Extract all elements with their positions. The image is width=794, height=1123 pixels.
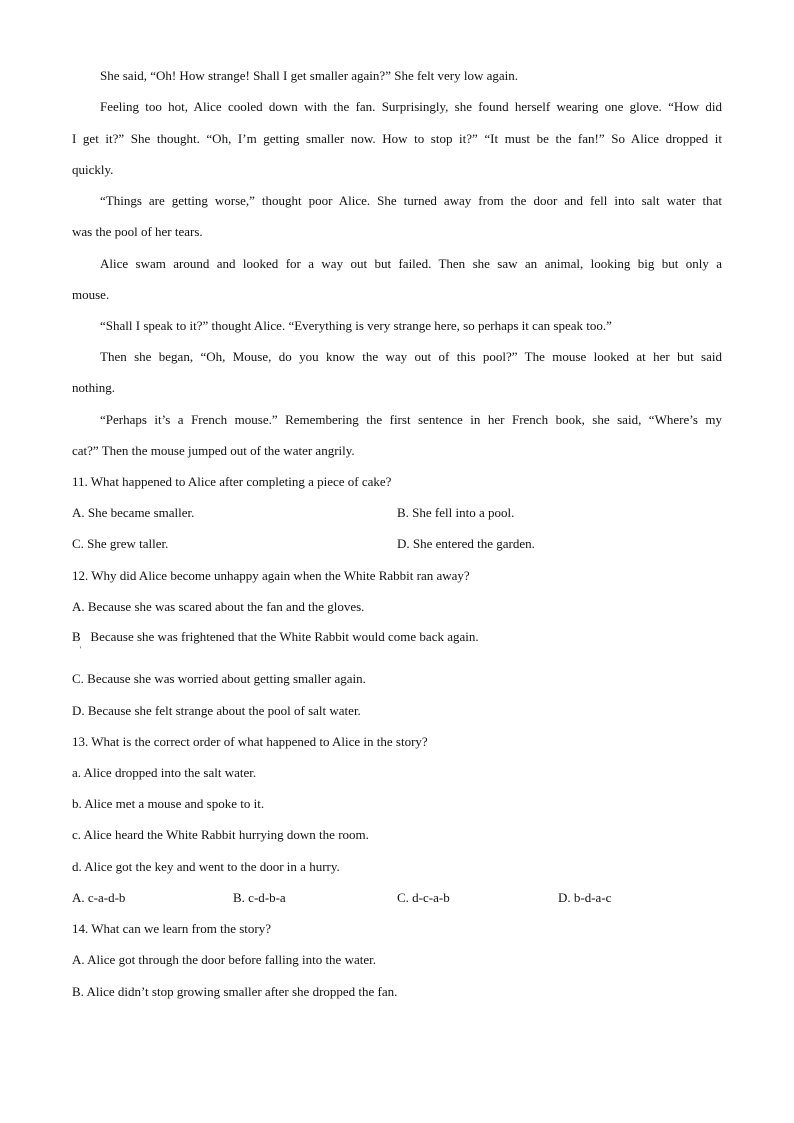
passage-paragraph-2-line-2: I get it?” She thought. “Oh, I’m getting smaller now. How to stop it?” “It must be the fan!” So Alice dropped it — [72, 131, 722, 146]
passage-paragraph-1: She said, “Oh! How strange! Shall I get smaller again?” She felt very low again. — [100, 68, 519, 83]
question-13-event-a: a. Alice dropped into the salt water. — [72, 765, 257, 780]
question-13-option-a: A. c-a-d-b — [72, 890, 126, 905]
question-13-event-b: b. Alice met a mouse and spoke to it. — [72, 796, 265, 811]
question-11-option-c: C. She grew taller. — [72, 536, 169, 551]
passage-paragraph-6-line-1: Then she began, “Oh, Mouse, do you know the way out of this pool?” The mouse looked at her but said — [100, 349, 722, 364]
question-12-stem: 12. Why did Alice become unhappy again when the White Rabbit ran away? — [72, 568, 470, 583]
question-11-stem: 11. What happened to Alice after completing a piece of cake? — [72, 474, 392, 489]
question-13-stem: 13. What is the correct order of what happened to Alice in the story? — [72, 734, 428, 749]
question-13-event-d: d. Alice got the key and went to the door in a hurry. — [72, 859, 340, 874]
question-13-option-d: D. b-d-a-c — [558, 890, 612, 905]
question-13-event-c: c. Alice heard the White Rabbit hurrying down the room. — [72, 827, 369, 842]
stray-mark: ' — [80, 645, 82, 654]
passage-paragraph-2-line-3: quickly. — [72, 162, 114, 177]
passage-paragraph-7-line-2: cat?” Then the mouse jumped out of the water angrily. — [72, 443, 355, 458]
question-13-option-c: C. d-c-a-b — [397, 890, 450, 905]
question-12-option-d: D. Because she felt strange about the pool of salt water. — [72, 703, 361, 718]
passage-paragraph-6-line-2: nothing. — [72, 380, 115, 395]
passage-paragraph-5: “Shall I speak to it?” thought Alice. “Everything is very strange here, so perhaps it can speak too.” — [100, 318, 612, 333]
question-11-option-a: A. She became smaller. — [72, 505, 195, 520]
question-14-option-a: A. Alice got through the door before falling into the water. — [72, 952, 376, 967]
question-14-option-b: B. Alice didn’t stop growing smaller after she dropped the fan. — [72, 984, 398, 999]
question-12-option-a: A. Because she was scared about the fan and the gloves. — [72, 599, 365, 614]
passage-paragraph-4-line-2: mouse. — [72, 287, 110, 302]
question-13-option-b: B. c-d-b-a — [233, 890, 286, 905]
question-11-option-b: B. She fell into a pool. — [397, 505, 515, 520]
passage-paragraph-3-line-2: was the pool of her tears. — [72, 224, 203, 239]
question-14-stem: 14. What can we learn from the story? — [72, 921, 272, 936]
passage-paragraph-2-line-1: Feeling too hot, Alice cooled down with the fan. Surprisingly, she found herself wearing one glove. “How did — [100, 99, 722, 114]
passage-paragraph-4-line-1: Alice swam around and looked for a way out but failed. Then she saw an animal, looking big but only a — [100, 256, 722, 271]
passage-paragraph-3-line-1: “Things are getting worse,” thought poor Alice. She turned away from the door and fell into salt water that — [100, 193, 722, 208]
question-12-option-c: C. Because she was worried about getting smaller again. — [72, 671, 366, 686]
question-11-option-d: D. She entered the garden. — [397, 536, 535, 551]
passage-paragraph-7-line-1: “Perhaps it’s a French mouse.” Remembering the first sentence in her French book, she said, “Where’s my — [100, 412, 722, 427]
question-12-option-b: B Because she was frightened that the White Rabbit would come back again. — [72, 629, 479, 644]
